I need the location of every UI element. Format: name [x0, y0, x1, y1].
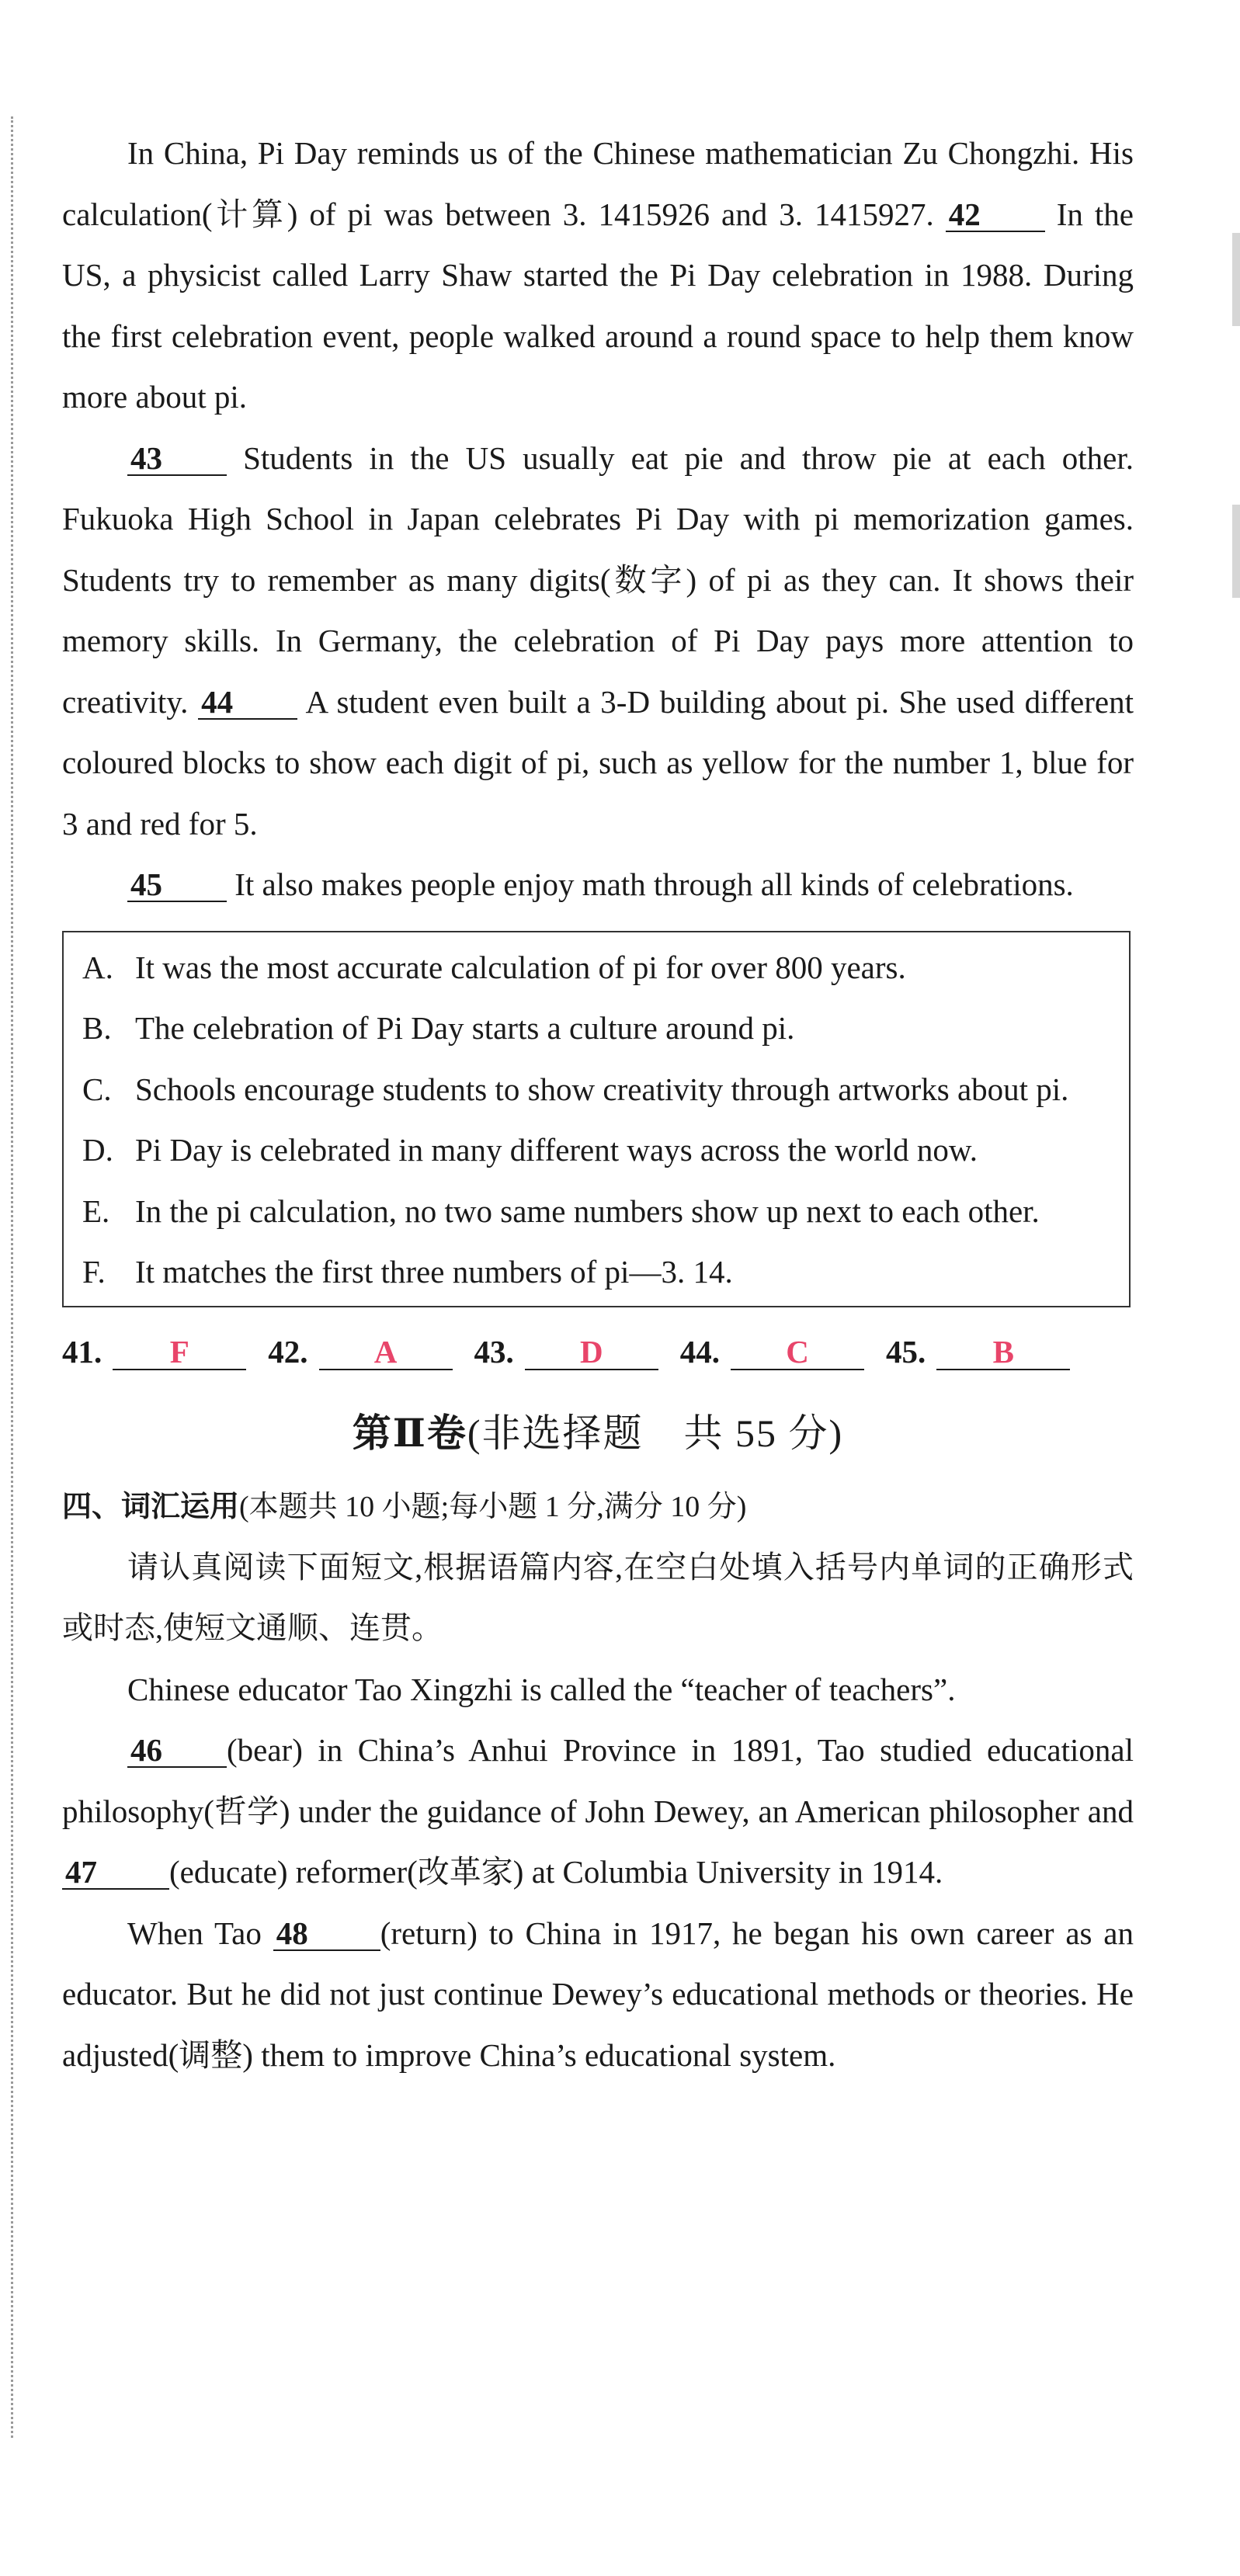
option-b: B. The celebration of Pi Day starts a culture around pi.: [82, 1010, 795, 1046]
answer-43[interactable]: D: [525, 1335, 658, 1370]
option-f: F. It matches the first three numbers of pi—3. 14.: [82, 1254, 733, 1290]
answer-number: 42.: [268, 1333, 308, 1370]
binding-margin-rule: [11, 116, 13, 2438]
passage2-paragraph-3: When Tao 48 (return) to China in 1917, he began his own career as an educator. But he did not just continue Dewey’s educational methods or theories. He adjusted(调整) them to improve China’s educational system.: [62, 1915, 1134, 2073]
answer-44[interactable]: C: [731, 1335, 864, 1370]
section-2-title: 第Ⅱ卷(非选择题 共 55 分): [352, 1411, 844, 1455]
blank-42[interactable]: 42: [946, 199, 1045, 232]
blank-48[interactable]: 48: [273, 1918, 380, 1951]
option-a: A. It was the most accurate calculation of pi for over 800 years.: [82, 949, 906, 985]
passage2-paragraph-2: 46 (bear) in China’s Anhui Province in 1891, Tao studied educational philosophy(哲学) under the guidance of John Dewey, an American philosopher and 47 (educate) reformer(改革家) at Columbia University in 1914.: [62, 1732, 1134, 1890]
blank-43[interactable]: 43: [127, 443, 227, 476]
answer-41[interactable]: F: [113, 1335, 246, 1370]
answer-number: 44.: [679, 1333, 720, 1370]
answer-row: [62, 1324, 1134, 1379]
answer-number: 45.: [886, 1333, 926, 1370]
passage2-paragraph-1: Chinese educator Tao Xingzhi is called the “teacher of teachers”.: [127, 1671, 956, 1707]
answer-number: 43.: [474, 1333, 514, 1370]
section-4-instruction: 请认真阅读下面短文,根据语篇内容,在空白处填入括号内单词的正确形式或时态,使短文通顺、连贯。: [62, 1549, 1134, 1645]
worksheet-page: [62, 123, 1134, 2085]
answer-45[interactable]: B: [936, 1335, 1070, 1370]
passage-paragraph-2: 43 Students in the US usually eat pie and throw pie at each other. Fukuoka High School in Japan celebrates Pi Day with pi memorization games. Students try to remember as many digits(数字) of pi as they can. It shows their memory skills. In Germany, the celebration of Pi Day pays more attention to creativity. 44 A student even built a 3-D building about pi. She used different coloured blocks to show each digit of pi, such as yellow for the number 1, blue for 3 and red for 5.: [62, 439, 1134, 842]
section-4-heading: 四、词汇运用(本题共 10 小题;每小题 1 分,满分 10 分): [62, 1490, 747, 1523]
option-d: D. Pi Day is celebrated in many different ways across the world now.: [82, 1132, 978, 1168]
answer-42[interactable]: A: [319, 1335, 453, 1370]
option-e: E. In the pi calculation, no two same numbers show up next to each other.: [82, 1193, 1040, 1229]
option-c: C. Schools encourage students to show creativity through artworks about pi.: [82, 1071, 1069, 1107]
passage-paragraph-3: 45 It also makes people enjoy math through all kinds of celebrations.: [62, 854, 1134, 915]
blank-46[interactable]: 46: [127, 1734, 227, 1768]
page-edge-mark: [1232, 505, 1240, 598]
options-box: [62, 931, 1131, 1307]
blank-44[interactable]: 44: [198, 686, 297, 720]
blank-45[interactable]: 45: [127, 869, 227, 902]
blank-47[interactable]: 47: [62, 1856, 169, 1890]
passage-paragraph-1: In China, Pi Day reminds us of the Chinese mathematician Zu Chongzhi. His calculation(计算) of pi was between 3. 1415926 and 3. 1415927. 42 In the US, a physicist called Larry Shaw started the Pi Day celebration in 1988. During the first celebration event, people walked around a round space to help them know more about pi.: [62, 135, 1134, 415]
answer-number: 41.: [62, 1333, 102, 1370]
page-edge-mark: [1232, 233, 1240, 326]
